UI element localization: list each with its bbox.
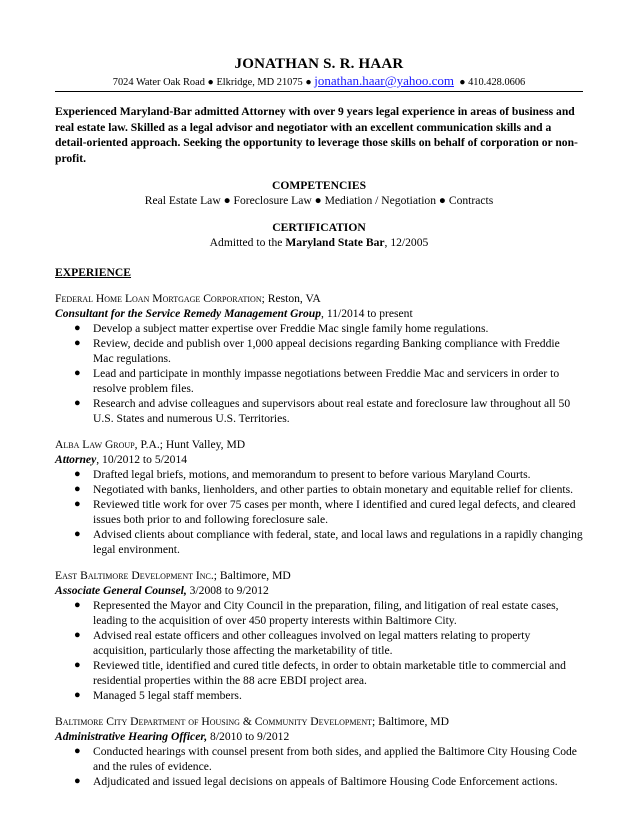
bullet-text: Advised real estate officers and other colleagues involved on legal matters relating to property acquisition, particularly those affecting the marketability of title. [93, 629, 531, 657]
job-role-line [55, 306, 583, 321]
competencies-list [55, 193, 583, 208]
bullet-icon: ● [74, 397, 81, 409]
bullet-text: Represented the Mayor and City Council in the preparation, filing, and litigation of real estate cases, leading to the acquisition of over 450 property interests within Baltimore City. [93, 599, 559, 627]
bullet-text: Drafted legal briefs, motions, and memorandum to present to before various Maryland Courts. [93, 468, 531, 481]
company-name: Alba Law Group [55, 438, 135, 451]
company-location: ; Baltimore, MD [372, 715, 449, 728]
bullet-text: Conducted hearings with counsel present from both sides, and applied the Baltimore City Housing Code and the rules of evidence. [93, 745, 577, 773]
bullet-icon: ● [74, 629, 81, 641]
bullet-icon: ● [74, 498, 81, 510]
bullet-item [74, 688, 583, 703]
job-company-line [55, 291, 583, 306]
bullet-item [74, 482, 583, 497]
bullet-icon: ● [74, 322, 81, 334]
separator-dot: ● [305, 77, 312, 88]
bullet-text: Review, decide and publish over 1,000 appeal decisions regarding Banking compliance with Freddie Mac regulations. [93, 337, 560, 365]
bullet-icon: ● [74, 599, 81, 611]
separator-dot: ● [223, 194, 231, 207]
bullet-text: Develop a subject matter expertise over Freddie Mac single family home regulations. [93, 322, 489, 335]
experience-heading: EXPERIENCE [55, 266, 132, 279]
company-name: Baltimore City Department of Housing & Community Development [55, 715, 372, 728]
bullet-icon: ● [74, 483, 81, 495]
bullet-icon: ● [74, 337, 81, 349]
bullet-text: Adjudicated and issued legal decisions on appeals of Baltimore Housing Code Enforcement actions. [93, 775, 558, 788]
role-title: Associate General Counsel, [55, 584, 187, 597]
job-entry [55, 568, 583, 703]
bullet-icon: ● [74, 745, 81, 757]
competency-item: Contracts [448, 194, 494, 207]
bullet-icon: ● [74, 367, 81, 379]
bullet-item [74, 598, 583, 628]
professional-summary: Experienced Maryland-Bar admitted Attorney with over 9 years legal experience in areas of business and real estate law. Skilled as a legal advisor and negotiator with an excellent communication skills and a detail-oriented approach. Seeking the opportunity to leverage those skills on behalf of corporation or non-profit. [55, 105, 578, 165]
address: 7024 Water Oak Road [112, 77, 205, 88]
company-name: Federal Home Loan Mortgage Corporation [55, 292, 262, 305]
bullet-item [74, 321, 583, 336]
bullet-text: Reviewed title, identified and cured title defects, in order to obtain marketable title to commercial and residential properties within the 88 acre EBDI project area. [93, 659, 566, 687]
bullet-text: Lead and participate in monthly impasse negotiations between Freddie Mac and servicers in order to resolve problem files. [93, 367, 560, 395]
contact-line [55, 73, 583, 92]
bullet-item [74, 774, 583, 789]
job-company-line [55, 568, 583, 583]
bullet-item [74, 628, 583, 658]
job-role-line [55, 729, 583, 744]
bullet-icon: ● [74, 775, 81, 787]
bullet-icon: ● [74, 468, 81, 480]
role-dates: 3/2008 to 9/2012 [186, 584, 269, 597]
job-entry [55, 291, 583, 426]
competencies-heading: COMPETENCIES [271, 179, 367, 192]
email-link[interactable]: jonathan.haar@yahoo.com [314, 73, 454, 88]
job-role-line [55, 583, 583, 598]
bullet-text: Managed 5 legal staff members. [93, 689, 242, 702]
bullet-item [74, 336, 583, 366]
bullet-icon: ● [74, 659, 81, 671]
separator-dot: ● [438, 194, 446, 207]
bullet-text: Research and advise colleagues and supervisors about real estate and foreclosure law throughout all 50 U.S. States and numerous U.S. Territories. [93, 397, 571, 425]
resume-page [55, 56, 583, 789]
role-title: Attorney [55, 453, 97, 466]
job-bullets [55, 321, 583, 426]
separator-dot: ● [314, 194, 322, 207]
job-company-line [55, 714, 583, 729]
company-name: East Baltimore Development Inc. [55, 569, 214, 582]
bullet-icon: ● [74, 528, 81, 540]
separator-dot: ● [207, 77, 214, 88]
bullet-item [74, 467, 583, 482]
job-entry [55, 714, 583, 789]
competency-item: Real Estate Law [144, 194, 221, 207]
bullet-text: Reviewed title work for over 75 cases per month, where I identified and cured legal defects, and cleared issues both prior to and following foreclosure sale. [93, 498, 576, 526]
role-dates: , 11/2014 to present [321, 307, 413, 320]
company-location: ; Baltimore, MD [213, 569, 291, 582]
certification-prefix: Admitted to the [209, 236, 286, 249]
competency-item: Foreclosure Law [233, 194, 312, 207]
certification-bar: Maryland State Bar [285, 236, 385, 249]
bullet-item [74, 366, 583, 396]
separator-dot: ● [459, 77, 466, 88]
job-entry [55, 437, 583, 557]
company-location: ; Reston, VA [261, 292, 321, 305]
bullet-item [74, 658, 583, 688]
role-dates: , 10/2012 to 5/2014 [96, 453, 188, 466]
bullet-text: Negotiated with banks, lienholders, and other parties to obtain monetary and equitable relief for clients. [93, 483, 574, 496]
bullet-icon: ● [74, 689, 81, 701]
role-title: Consultant for the Service Remedy Management Group [55, 307, 322, 320]
certification-heading: CERTIFICATION [272, 221, 366, 234]
bullet-item [74, 497, 583, 527]
role-title: Administrative Hearing Officer, [55, 730, 208, 743]
bullet-item [74, 744, 583, 774]
bullet-text: Advised clients about compliance with federal, state, and local laws and regulations in a rapidly changing legal environment. [93, 528, 583, 556]
candidate-name: JONATHAN S. R. HAAR [234, 56, 404, 72]
certification-date: , 12/2005 [384, 236, 429, 249]
company-location: , P.A.; Hunt Valley, MD [134, 438, 246, 451]
certification-line [55, 235, 583, 250]
competency-item: Mediation / Negotiation [324, 194, 437, 207]
job-bullets [55, 744, 583, 789]
job-company-line [55, 437, 583, 452]
phone: 410.428.0606 [468, 77, 526, 88]
bullet-item [74, 527, 583, 557]
role-dates: 8/2010 to 9/2012 [207, 730, 290, 743]
job-role-line [55, 452, 583, 467]
job-bullets [55, 467, 583, 557]
city-state-zip: Elkridge, MD 21075 [216, 77, 303, 88]
bullet-item [74, 396, 583, 426]
job-bullets [55, 598, 583, 703]
